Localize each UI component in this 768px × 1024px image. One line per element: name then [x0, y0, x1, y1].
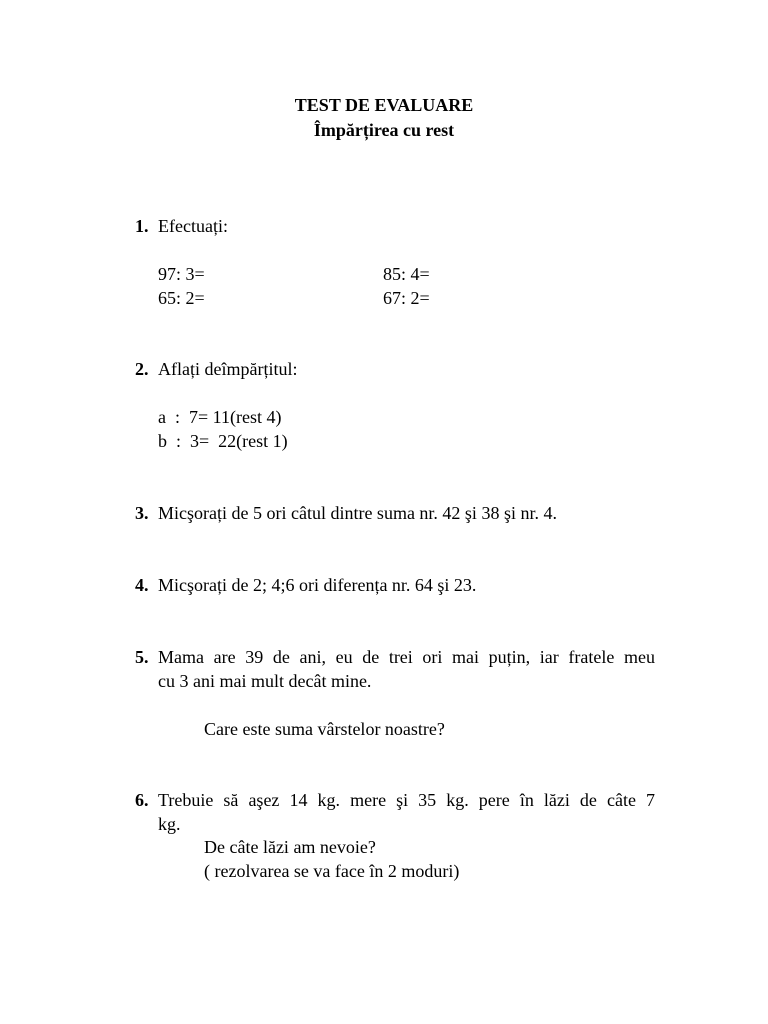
question-1-item-1: 97: 3= — [158, 264, 205, 284]
question-6-line-1: Trebuie să aşez 14 kg. mere şi 35 kg. pere în lăzi de câte 7 — [158, 790, 655, 810]
question-5-line-2: cu 3 ani mai mult decât mine. — [158, 671, 372, 691]
document-title: TEST DE EVALUARE — [294, 95, 474, 115]
question-2-line-1: a : 7= 11(rest 4) — [158, 407, 282, 427]
question-5-question: Care este suma vârstelor noastre? — [204, 719, 445, 739]
question-3-number: 3. — [135, 503, 149, 523]
question-2-number: 2. — [135, 359, 149, 379]
question-5-line-1: Mama are 39 de ani, eu de trei ori mai puțin, iar fratele meu — [158, 647, 655, 667]
question-1-prompt: Efectuați: — [158, 216, 228, 236]
question-6-number: 6. — [135, 790, 149, 810]
question-4-text: Micşorați de 2; 4;6 ori diferența nr. 64 şi 23. — [158, 575, 477, 595]
question-6-question: De câte lăzi am nevoie? — [204, 837, 376, 857]
question-3-text: Micşorați de 5 ori câtul dintre suma nr. 42 şi 38 şi nr. 4. — [158, 503, 557, 523]
question-1-number: 1. — [135, 216, 149, 236]
question-1-item-3: 65: 2= — [158, 288, 205, 308]
question-4-number: 4. — [135, 575, 149, 595]
question-1-item-4: 67: 2= — [383, 288, 430, 308]
question-2-line-2: b : 3= 22(rest 1) — [158, 431, 288, 451]
question-2-prompt: Aflați deîmpărțitul: — [158, 359, 298, 379]
question-5-number: 5. — [135, 647, 149, 667]
document-subtitle: Împărțirea cu rest — [313, 120, 455, 140]
question-6-note: ( rezolvarea se va face în 2 moduri) — [204, 861, 460, 881]
question-1-item-2: 85: 4= — [383, 264, 430, 284]
question-6-line-2: kg. — [158, 814, 181, 834]
